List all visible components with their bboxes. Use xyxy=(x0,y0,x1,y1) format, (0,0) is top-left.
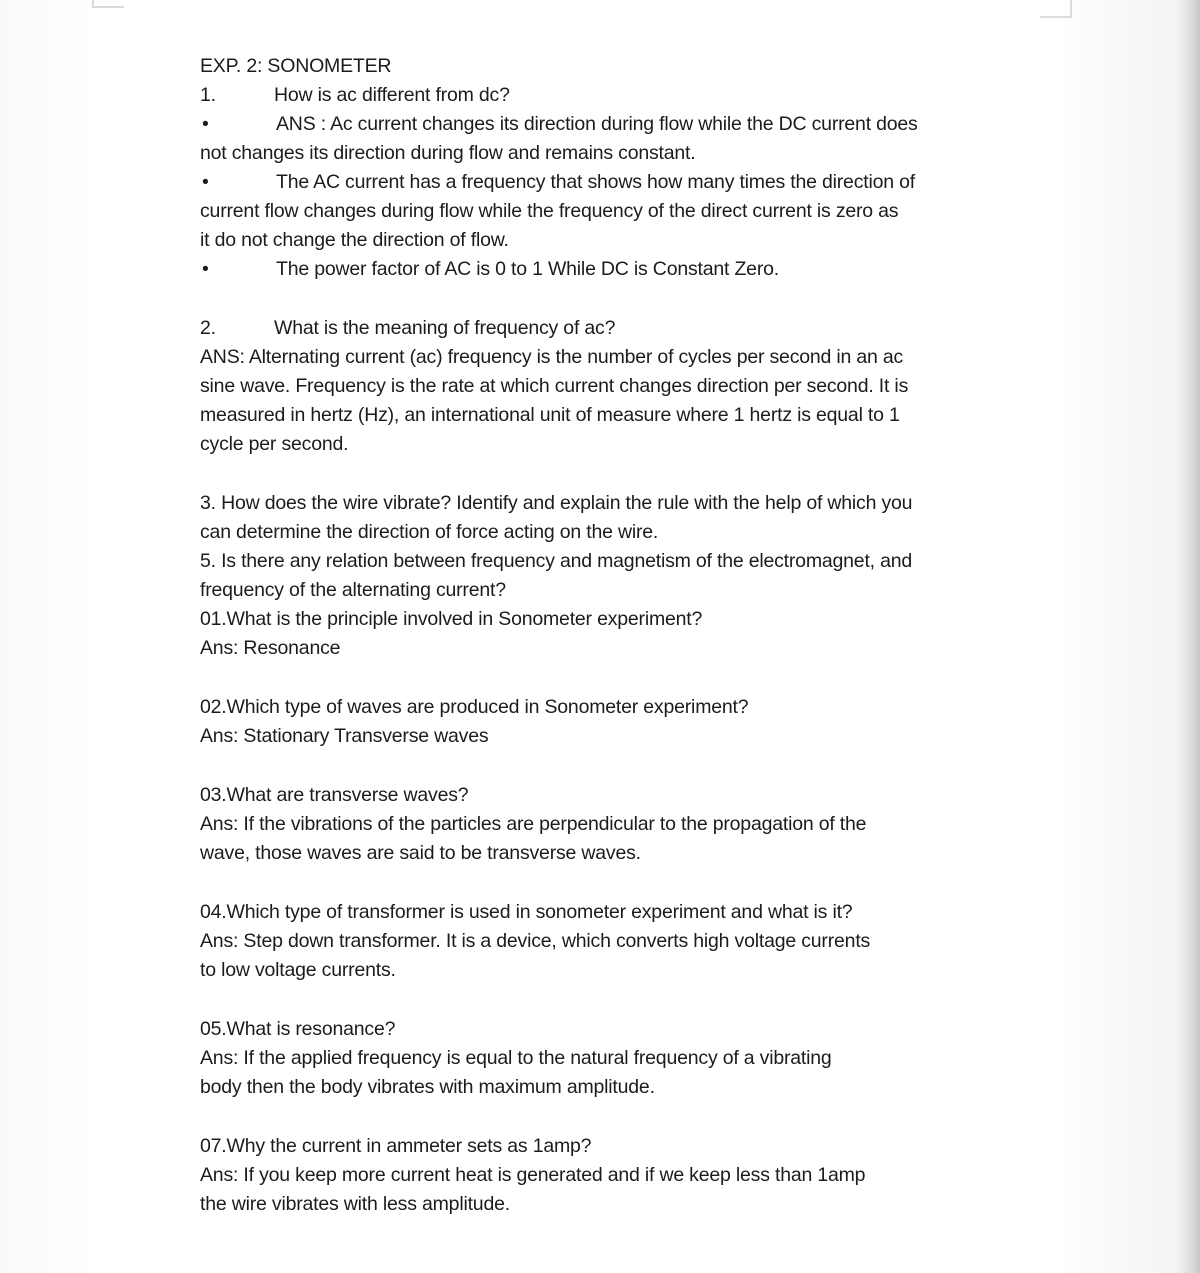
viva-answer-07: the wire vibrates with less amplitude. xyxy=(200,1193,510,1215)
page-corner-mark xyxy=(1040,0,1072,18)
viva-question-03: 03.What are transverse waves? xyxy=(200,784,469,806)
bullet-icon: • xyxy=(202,171,209,193)
viva-answer-07: Ans: If you keep more current heat is generated and if we keep less than 1amp xyxy=(200,1164,866,1186)
answer-line: it do not change the direction of flow. xyxy=(200,229,509,251)
spacer xyxy=(200,284,1040,314)
question-3-text: can determine the direction of force acting on the wire. xyxy=(200,521,659,543)
page-edge-shadow xyxy=(1178,0,1200,1273)
answer-bullet xyxy=(200,168,1040,255)
answer-line: ANS : Ac current changes its direction during flow while the DC current does xyxy=(276,113,918,135)
viva-answer-01: Ans: Resonance xyxy=(200,637,341,659)
answer-bullet xyxy=(200,110,1040,168)
viva-question-05: 05.What is resonance? xyxy=(200,1018,396,1040)
question-text: What is the meaning of frequency of ac? xyxy=(274,317,616,339)
question-text: How is ac different from dc? xyxy=(274,84,510,106)
document-body xyxy=(200,52,1040,1219)
document-title: EXP. 2: SONOMETER xyxy=(200,55,392,77)
question-5-text: frequency of the alternating current? xyxy=(200,579,506,601)
answer-line: sine wave. Frequency is the rate at which current changes direction per second. It is xyxy=(200,375,909,397)
answer-line: not changes its direction during flow and remains constant. xyxy=(200,142,696,164)
viva-question-07: 07.Why the current in ammeter sets as 1amp? xyxy=(200,1135,592,1157)
viva-answer-05: Ans: If the applied frequency is equal to the natural frequency of a vibrating xyxy=(200,1047,832,1069)
question-5-text: 5. Is there any relation between frequency and magnetism of the electromagnet, and xyxy=(200,550,913,572)
viva-answer-04: to low voltage currents. xyxy=(200,959,396,981)
bullet-icon: • xyxy=(202,113,209,135)
viva-question-01: 01.What is the principle involved in Sonometer experiment? xyxy=(200,608,703,630)
answer-line: measured in hertz (Hz), an international unit of measure where 1 hertz is equal to 1 xyxy=(200,404,900,426)
question-number: 1. xyxy=(200,84,216,106)
spacer xyxy=(200,663,1040,693)
question-3-text: 3. How does the wire vibrate? Identify and explain the rule with the help of which you xyxy=(200,492,913,514)
viva-answer-04: Ans: Step down transformer. It is a device, which converts high voltage currents xyxy=(200,930,871,952)
question-number: 2. xyxy=(200,317,216,339)
page-corner-mark xyxy=(92,0,124,8)
answer-line: ANS: Alternating current (ac) frequency is the number of cycles per second in an ac xyxy=(200,346,904,368)
spacer xyxy=(200,985,1040,1015)
answer-line: The power factor of AC is 0 to 1 While DC is Constant Zero. xyxy=(276,258,779,280)
answer-line: The AC current has a frequency that shows how many times the direction of xyxy=(276,171,915,193)
viva-question-04: 04.Which type of transformer is used in sonometer experiment and what is it? xyxy=(200,901,853,923)
answer-line: cycle per second. xyxy=(200,433,349,455)
spacer xyxy=(200,751,1040,781)
answer-bullet xyxy=(200,255,1040,284)
viva-answer-05: body then the body vibrates with maximum amplitude. xyxy=(200,1076,655,1098)
spacer xyxy=(200,868,1040,898)
viva-answer-03: Ans: If the vibrations of the particles are perpendicular to the propagation of the xyxy=(200,813,867,835)
question-1 xyxy=(200,81,1040,110)
viva-question-02: 02.Which type of waves are produced in Sonometer experiment? xyxy=(200,696,749,718)
bullet-icon: • xyxy=(202,258,209,280)
viva-answer-02: Ans: Stationary Transverse waves xyxy=(200,725,489,747)
spacer xyxy=(200,1102,1040,1132)
question-2 xyxy=(200,314,1040,343)
spacer xyxy=(200,459,1040,489)
viva-answer-03: wave, those waves are said to be transverse waves. xyxy=(200,842,641,864)
answer-line: current flow changes during flow while the frequency of the direct current is zero as xyxy=(200,200,899,222)
